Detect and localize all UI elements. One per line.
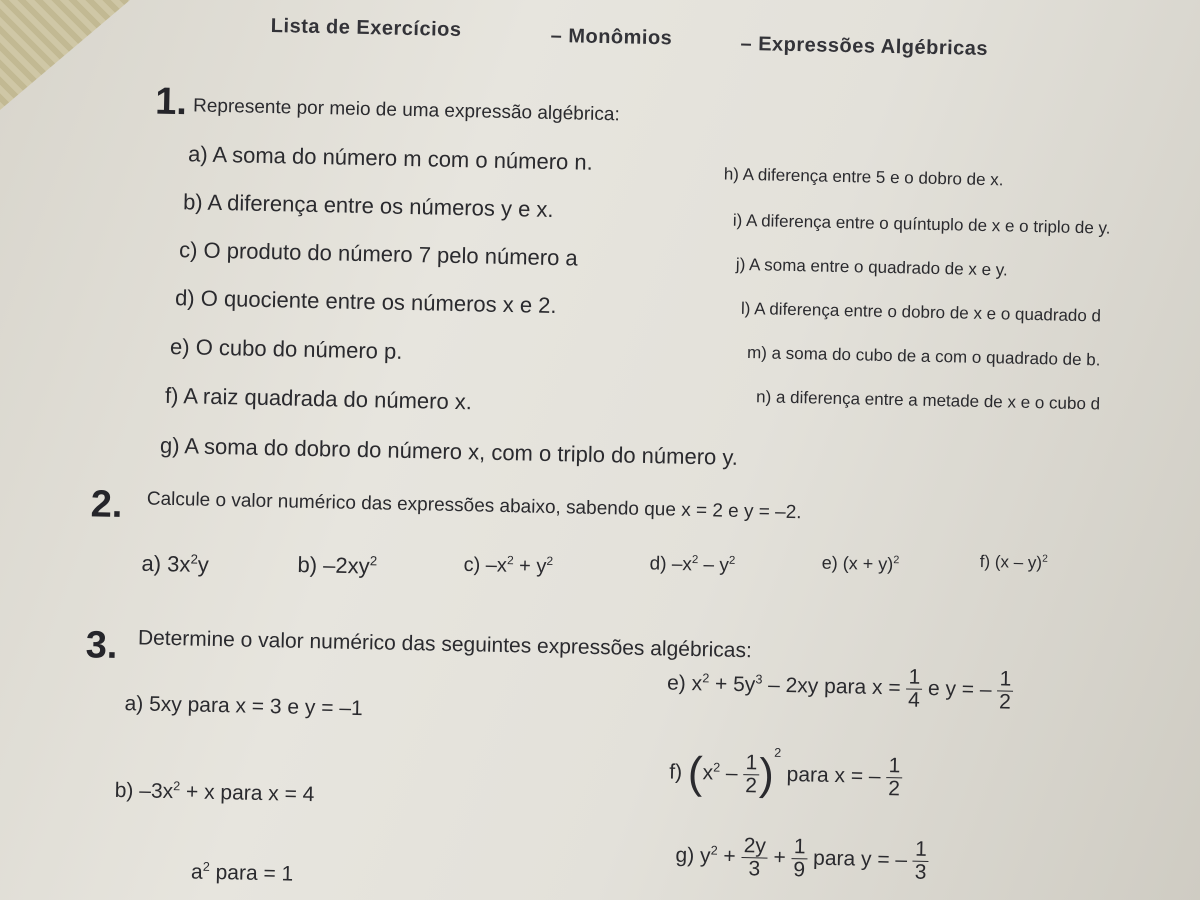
- q1-item-a: a) A soma do número m com o número n.: [187, 141, 594, 175]
- q3-item-g: g) $y^2$ + $\frac{2y}{3}$ + $\frac{1}{9}$ para y = – $\frac{1}{3}$: [675, 834, 928, 884]
- q1-item-d: d) O quociente entre os números x e 2.: [174, 285, 557, 319]
- fraction-x: $\frac{1}{4}$: [907, 665, 921, 712]
- q1-number: 1.: [154, 80, 188, 124]
- q1-item-f: f) A raiz quadrada do número x.: [164, 382, 473, 415]
- q2-item-c: c) $-x^2 + y^2$: [463, 553, 554, 578]
- q2-item-b: b) $-2xy^2$: [297, 552, 378, 579]
- q2-item-e: e) $(x + y)^2$: [821, 552, 900, 575]
- q2-item-a: a) $3x^2y$: [141, 550, 210, 578]
- q3-item-b: b) $-3x^2 + x$ para x = 4: [114, 778, 315, 807]
- q1-item-h: h) A diferença entre 5 e o dobro de x.: [723, 164, 1004, 190]
- q1-item-j: j) A soma entre o quadrado de x e y.: [735, 254, 1008, 280]
- q3-prompt: Determine o valor numérico das seguintes expressões algébricas:: [137, 626, 753, 663]
- q1-item-i: i) A diferença entre o quíntuplo de x e o triplo de y.: [732, 210, 1111, 238]
- q2-number: 2.: [90, 483, 123, 527]
- q2-prompt: Calcule o valor numérico das expressões abaixo, sabendo que x = 2 e y = –2.: [146, 488, 802, 524]
- q1-item-l: l) A diferença entre o dobro de x e o quadrado d: [740, 298, 1102, 326]
- q3-number: 3.: [85, 624, 118, 667]
- q1-item-c: c) O produto do número 7 pelo número a: [178, 237, 578, 271]
- fraction-1-9: $\frac{1}{9}$: [793, 835, 806, 882]
- q1-prompt: Represente por meio de uma expressão algébrica:: [192, 95, 620, 126]
- q1-item-b: b) A diferença entre os números y e x.: [182, 189, 554, 222]
- q1-item-g: g) A soma do dobro do número x, com o triplo do número y.: [159, 432, 739, 470]
- q3-item-e: e) $x^2 + 5y^3 - 2xy$ para x = $\frac{1}{4}$ e y = – $\frac{1}{2}$: [666, 665, 1012, 714]
- title-part2: – Monômios: [550, 24, 673, 50]
- fraction-y: $\frac{1}{2}$: [998, 667, 1012, 714]
- fraction-x-value: $\frac{1}{2}$: [887, 754, 901, 801]
- fraction-2y-3: $\frac{2y}{3}$: [741, 835, 768, 881]
- q2-item-d: d) $-x^2 - y^2$: [649, 553, 736, 577]
- q2-item-f: f) (x – y)$^2$: [979, 551, 1048, 573]
- title-part3: – Expressões Algébricas: [740, 32, 989, 61]
- fraction-half: $\frac{1}{2}$: [744, 751, 758, 798]
- q1-item-e: e) O cubo do número p.: [169, 333, 403, 364]
- q3-item-f: f) ($x^2$ – $\frac{1}{2}$ )$^2$ para x = – $\frac{1}{2}$: [669, 745, 901, 801]
- fraction-1-3: $\frac{1}{3}$: [914, 837, 928, 884]
- q1-item-n: n) a diferença entre a metade de x e o cubo d: [755, 387, 1101, 414]
- q3-item-a: a) 5xy para x = 3 e y = –1: [124, 692, 363, 721]
- q1-item-m: m) a soma do cubo de a com o quadrado de b.: [746, 343, 1101, 370]
- title-part1: Lista de Exercícios: [270, 15, 462, 42]
- q3-item-c-partial: $a^2$ para = 1: [190, 859, 294, 886]
